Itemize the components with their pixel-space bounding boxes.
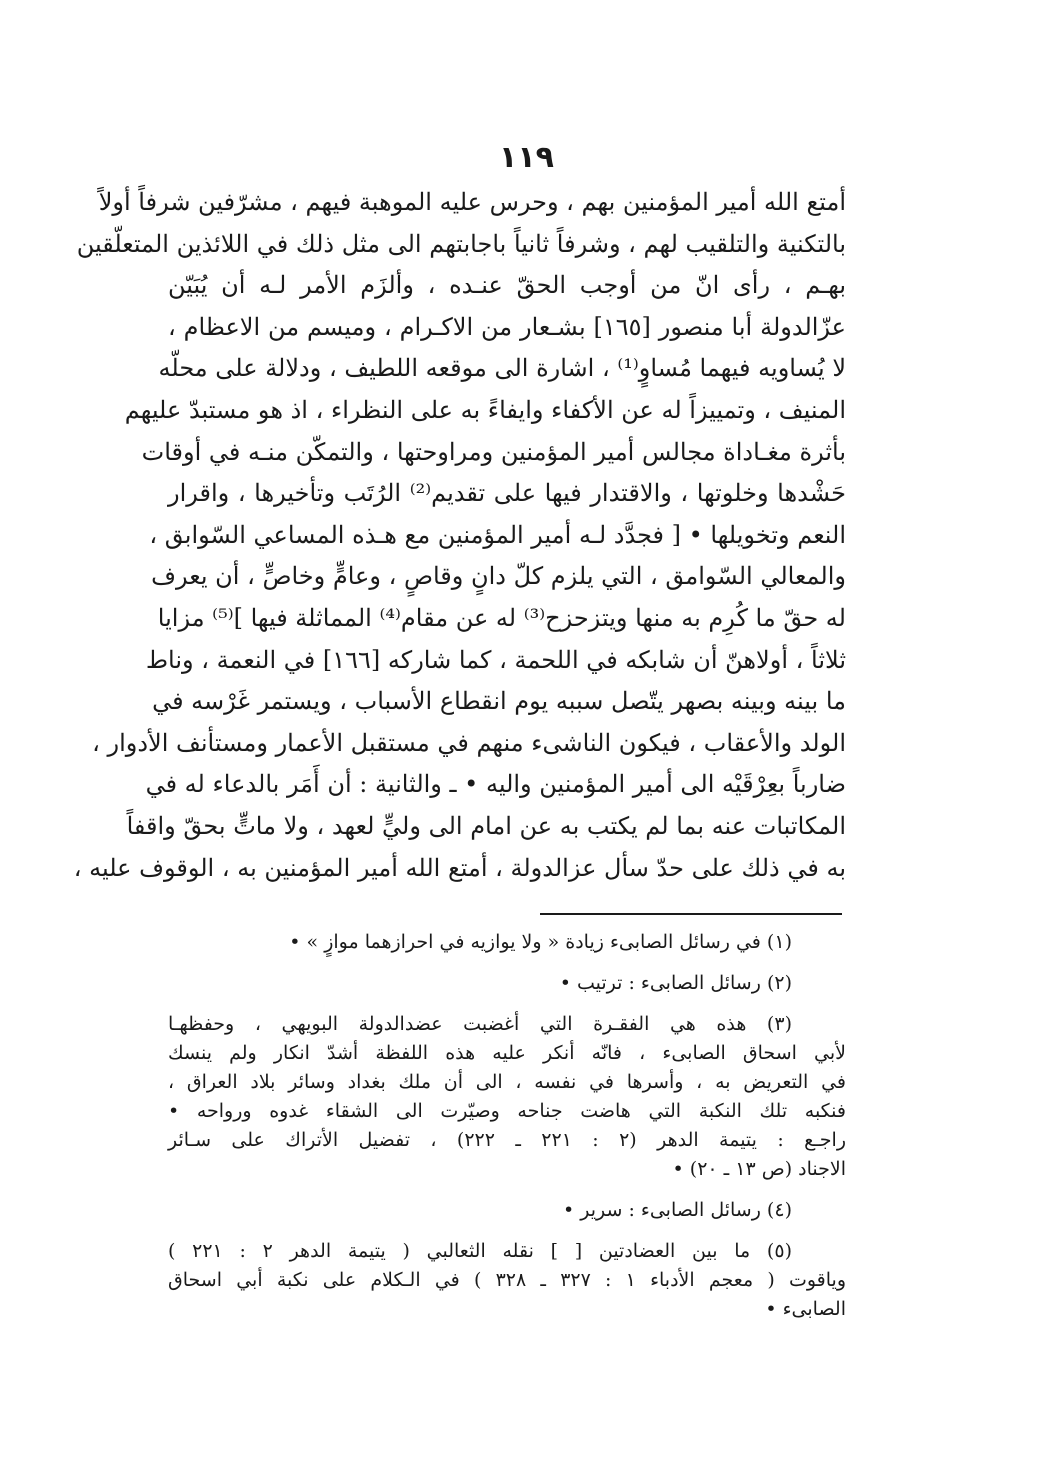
text-line: حَشْدها وخلوتها ، والاقتدار فيها على تقديم⁽²⁾ الرُتَب وتأخيرها ، واقرار xyxy=(168,479,846,508)
footnote-divider xyxy=(540,913,842,915)
footnote-5 xyxy=(168,1237,846,1324)
text-line: به في ذلك على حدّ سأل عزالدولة ، أمتع الله أمير المؤمنين به ، الوقوف عليه ، xyxy=(73,853,846,882)
text-line: المنيف ، وتمييزاً له عن الأكفاء وايفاءً به على النظراء ، اذ هو مستبدّ عليهم xyxy=(124,395,846,424)
footnotes xyxy=(168,928,846,1336)
footnote-2 xyxy=(168,969,846,998)
footnote-line: فنكبه تلك النكبة التي هاضت جناحه وصيّرت الى الشقاء غدوه ورواحه • xyxy=(168,1100,846,1122)
text-line: بأثرة مغـاداة مجالس أمير المؤمنين ومراوحتها ، والتمكّن منـه في أوقات xyxy=(141,437,846,466)
footnote-line: (١) في رسائل الصابىء زيادة « ولا يوازيه في احرازهما موازٍ » • xyxy=(289,931,792,953)
text-line: بهـم ، رأى انّ من أوجب الحقّ عنـده ، وألزَم الأمر لـه أن يُبَيّن xyxy=(168,271,846,300)
footnote-line: راجـع : يتيمة الدهر (٢ : ٢٢١ ـ ٢٢٢) ، تفضيل الأتراك على سـائر xyxy=(168,1129,846,1151)
text-line: الولد والأعقاب ، فيكون الناشىء منهم في مستقبل الأعمار ومستأنف الأدوار ، xyxy=(92,728,846,757)
text-line: ثلاثاً ، أولاهنّ أن شابكه في اللحمة ، كما شاركه [١٦٦] في النعمة ، وناط xyxy=(145,645,846,674)
footnote-line: (٣) هذه هي الفقـرة التي أغضبت عضدالدولة البويهي ، وحفظهـا xyxy=(168,1013,792,1035)
page-number: ١١٩ xyxy=(499,140,554,175)
text-line: والمعالي السّوامق ، التي يلزم كلّ دانٍ وقاصٍ ، وعامٍّ وخاصٍّ ، أن يعرف xyxy=(151,562,846,591)
main-text xyxy=(73,182,846,889)
text-line: ضارباً بعِرْقَيْه الى أمير المؤمنين واليه • ـ والثانية : أن أَمَر بالدعاء له في xyxy=(145,770,846,799)
text-line: أمتع الله أمير المؤمنين بهم ، وحرس عليه الموهبة فيهم ، مشرّفين شرفاً أولاً xyxy=(98,188,846,216)
footnote-line: الاجناد (ص ١٣ ـ ٢٠) • xyxy=(672,1158,846,1180)
text-line: له حقّ ما كُرِم به منها ويتزحزح⁽³⁾ له عن مقام⁽⁴⁾ المماثلة فيها ]⁽⁵⁾ مزايا xyxy=(157,603,846,632)
footnote-line: (٢) رسائل الصابىء : ترتيب • xyxy=(559,972,792,994)
footnote-1 xyxy=(168,928,846,957)
text-line: بالتكنية والتلقيب لهم ، وشرفاً ثانياً باجابتهم الى مثل ذلك في اللائذين المتعلّقين xyxy=(76,229,846,258)
text-line: لا يُساويه فيهما مُساوٍ⁽¹⁾ ، اشارة الى موقعه اللطيف ، ودلالة على محلّه xyxy=(158,354,846,383)
footnote-line: الصابىء • xyxy=(765,1298,846,1320)
text-line: ما بينه وبينه بصهر يتّصل سببه يوم انقطاع الأسباب ، ويستمر غَرْسه في xyxy=(152,687,846,716)
footnote-line: لأبي اسحاق الصابىء ، فانّه أنكر عليه هذه اللفظة أشدّ انكار ولم ينسك xyxy=(168,1042,846,1064)
footnote-line: في التعريض به ، وأسرها في نفسه ، الى أن ملك بغداد وسائر بلاد العراق ، xyxy=(168,1071,846,1093)
footnote-4 xyxy=(168,1196,846,1225)
text-line: المكاتبات عنه بما لم يكتب به عن امام الى وليٍّ لعهد ، ولا ماتٍّ بحقّ واقفاً xyxy=(126,811,846,840)
text-line: النعم وتخويلها • [ فجدَّد لـه أمير المؤمنين مع هـذه المساعي السّوابق ، xyxy=(149,520,846,549)
footnote-3 xyxy=(168,1010,846,1184)
footnote-line: (٥) ما بين العضادتين [ ] نقله الثعالبي ( يتيمة الدهر ٢ : ٢٢١ ) xyxy=(168,1240,792,1262)
text-line: عزّالدولة أبا منصور [١٦٥] بشـعار من الاكـرام ، وميسم من الاعظام ، xyxy=(168,312,846,341)
footnote-line: (٤) رسائل الصابىء : سرير • xyxy=(563,1199,792,1221)
footnote-line: وياقوت ( معجم الأدباء ١ : ٣٢٧ ـ ٣٢٨ ) في الـكلام على نكبة أبي اسحاق xyxy=(168,1269,846,1291)
